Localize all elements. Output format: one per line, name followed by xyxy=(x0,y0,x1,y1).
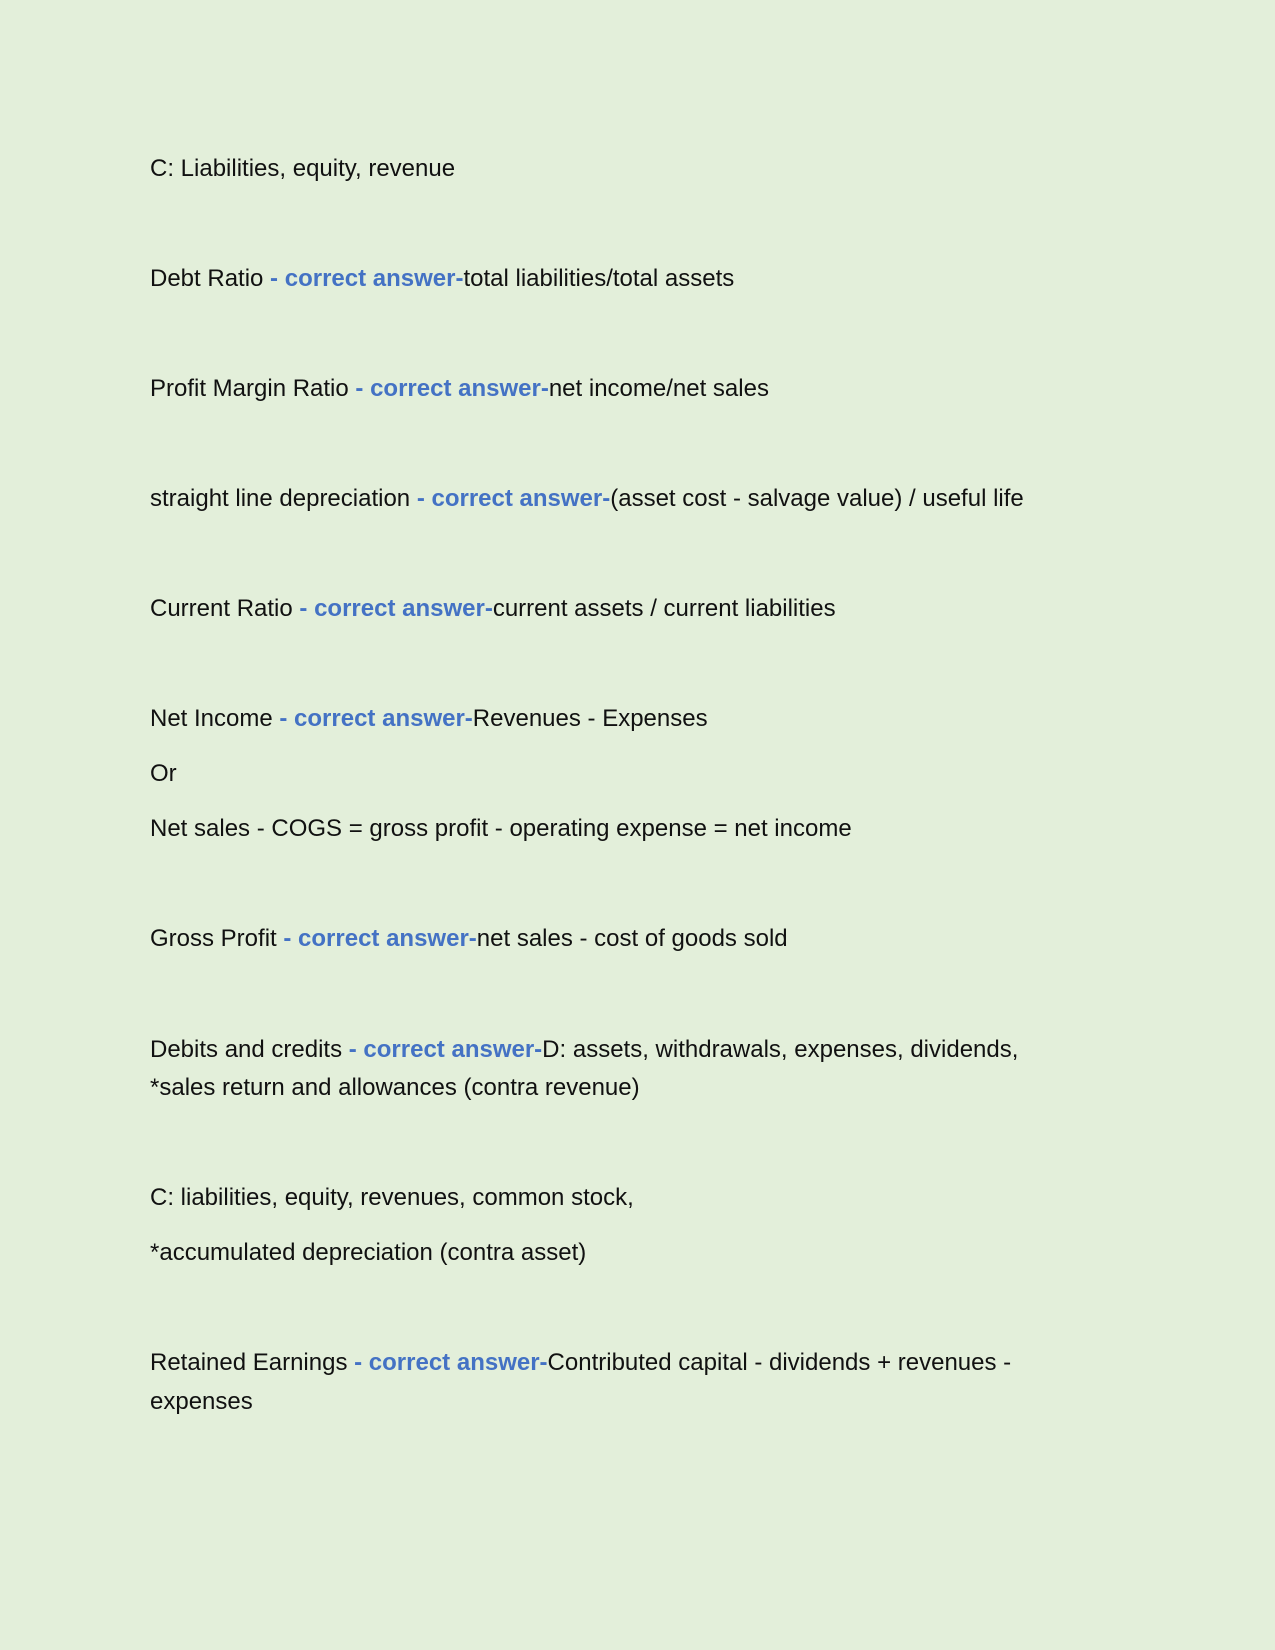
line-text: *sales return and allowances (contra revenue) xyxy=(150,1074,640,1101)
text-line xyxy=(150,150,1140,188)
answer-separator: - correct answer- xyxy=(348,375,549,402)
term: Profit Margin Ratio xyxy=(150,375,349,402)
answer-separator: - correct answer- xyxy=(272,705,473,732)
text-line xyxy=(150,810,1140,848)
text-line xyxy=(150,1383,1140,1421)
qa-entry-net-income xyxy=(150,700,1140,738)
answer: D: assets, withdrawals, expenses, dividends, xyxy=(542,1036,1019,1063)
term: Retained Earnings xyxy=(150,1349,348,1376)
term: Current Ratio xyxy=(150,595,293,622)
qa-entry-retained-earnings xyxy=(150,1344,1140,1382)
answer: current assets / current liabilities xyxy=(492,595,836,622)
answer-separator: - correct answer- xyxy=(342,1036,543,1063)
answer: total liabilities/total assets xyxy=(463,265,735,292)
answer: net sales - cost of goods sold xyxy=(476,925,788,952)
term: Debits and credits xyxy=(150,1036,343,1063)
answer: (asset cost - salvage value) / useful life xyxy=(610,485,1024,512)
line-text: C: Liabilities, equity, revenue xyxy=(150,155,456,182)
qa-entry-gross-profit xyxy=(150,920,1140,958)
answer-separator: - correct answer- xyxy=(292,595,493,622)
answer: net income/net sales xyxy=(548,375,769,402)
answer: Contributed capital - dividends + revenues - xyxy=(547,1349,1012,1376)
text-line xyxy=(150,1179,1140,1217)
line-text: expenses xyxy=(150,1388,253,1415)
answer: Revenues - Expenses xyxy=(472,705,708,732)
term: Debt Ratio xyxy=(150,265,264,292)
term: straight line depreciation xyxy=(150,485,411,512)
term: Gross Profit xyxy=(150,925,277,952)
line-text: C: liabilities, equity, revenues, common stock, xyxy=(150,1184,634,1211)
text-line xyxy=(150,1234,1140,1272)
qa-entry-debt-ratio xyxy=(150,260,1140,298)
term: Net Income xyxy=(150,705,273,732)
qa-entry-straight-line-depreciation xyxy=(150,480,1140,518)
qa-entry-current-ratio xyxy=(150,590,1140,628)
qa-entry-debits-and-credits xyxy=(150,1031,1140,1069)
answer-separator: - correct answer- xyxy=(263,265,464,292)
qa-entry-profit-margin-ratio xyxy=(150,370,1140,408)
answer-separator: - correct answer- xyxy=(410,485,611,512)
answer-separator: - correct answer- xyxy=(276,925,477,952)
text-line xyxy=(150,1069,1140,1107)
answer-separator: - correct answer- xyxy=(347,1349,548,1376)
text-line xyxy=(150,755,1140,793)
line-text: *accumulated depreciation (contra asset) xyxy=(150,1239,587,1266)
line-text: Net sales - COGS = gross profit - operating expense = net income xyxy=(150,815,852,842)
line-text: Or xyxy=(150,760,177,787)
